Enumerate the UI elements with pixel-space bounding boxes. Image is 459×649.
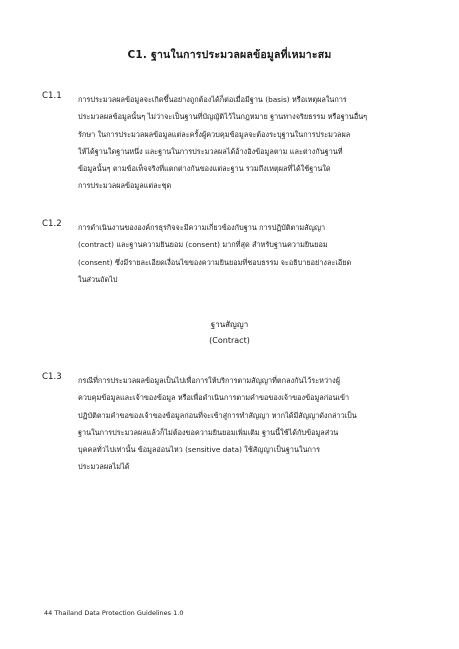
text-line: การประมวลผลข้อมูลแต่ละชุด <box>78 181 172 191</box>
text-line: การประมวลผลข้อมูลจะเกิดขึ้นอย่างถูกต้องได้ก็ต่อเมื่อมีฐาน (basis) หรือเหตุผลในการ <box>78 95 347 104</box>
page-footer: 44 Thailand Data Protection Guidelines 1.0 <box>44 609 184 617</box>
text-line: ให้ได้ฐานใดฐานหนึ่ง และฐานในการประมวลผลได้อ้างอิงข้อมูลตาม และต่างกันฐานที่ <box>78 146 343 156</box>
section-title: C1. ฐานในการประมวลผลข้อมูลที่เหมาะสม <box>127 49 332 61</box>
clause-body <box>78 91 418 195</box>
clause-c1-1 <box>42 91 418 195</box>
clause-c1-2 <box>42 219 418 288</box>
text-line: (consent) ซึ่งมีรายละเอียดเงื่อนไขของความยินยอมที่ชอบธรรม จะอธิบายอย่างละเอียด <box>78 257 352 267</box>
clause-number: C1.1 <box>42 91 62 101</box>
text-line: ประมวลผลข้อมูลนั้นๆ ไม่ว่าจะเป็นฐานที่บัญญัติไว้ในกฎหมาย ฐานทางจริยธรรม หรือฐานอื่นๆ <box>78 112 368 122</box>
text-line: กรณีที่การประมวลผลข้อมูลเป็นไปเพื่อการให้บริการตามสัญญาที่ตกลงกันไว้ระหว่างผู้ <box>78 376 340 385</box>
text-line: บุคคลทั่วไปเท่านั้น ข้อมูลอ่อนไหว (sensitive data) ใช้สัญญาเป็นฐานในการ <box>78 445 320 455</box>
text-line: ประมวลผลไม่ได้ <box>78 462 130 472</box>
clause-c1-3 <box>42 372 418 476</box>
clause-number: C1.2 <box>42 219 62 229</box>
text-line: รักษา ในการประมวลผลข้อมูลแต่ละครั้งผู้ควบคุมข้อมูลจะต้องระบุฐานในการประมวลผล <box>78 129 351 139</box>
clause-body <box>78 219 418 288</box>
text-line: (contract) และฐานความยินยอม (consent) มากที่สุด สำหรับฐานความยินยอม <box>78 240 328 250</box>
subheading-english: (Contract) <box>209 336 250 345</box>
text-line: ปฏิบัติตามคำขอของเจ้าของข้อมูลก่อนที่จะเข้าสู่การทำสัญญา หากได้มีสัญญาดังกล่าวเป็น <box>78 410 357 420</box>
text-line: ฐานในการประมวลผลแล้วก็ไม่ต้องขอความยินยอมเพิ่มเติม ฐานนี้ใช้ได้กับข้อมูลส่วน <box>78 427 339 437</box>
clause-number: C1.3 <box>42 372 62 382</box>
text-line: ในส่วนถัดไป <box>78 274 118 284</box>
text-line: ข้อมูลนั้นๆ ตามข้อเท็จจริงที่แตกต่างกันของแต่ละฐาน รวมถึงเหตุผลที่ได้ใช้ฐานใด <box>78 164 331 174</box>
clause-body <box>78 372 418 476</box>
text-line: ควบคุมข้อมูลและเจ้าของข้อมูล หรือเพื่อดำเนินการตามคำขอของเจ้าของข้อมูลก่อนเข้า <box>78 393 350 403</box>
subheading-thai: ฐานสัญญา <box>210 320 249 329</box>
text-line: การดำเนินงานขององค์กรธุรกิจจะมีความเกี่ยวข้องกับฐาน การปฏิบัติตามสัญญา <box>78 223 326 232</box>
